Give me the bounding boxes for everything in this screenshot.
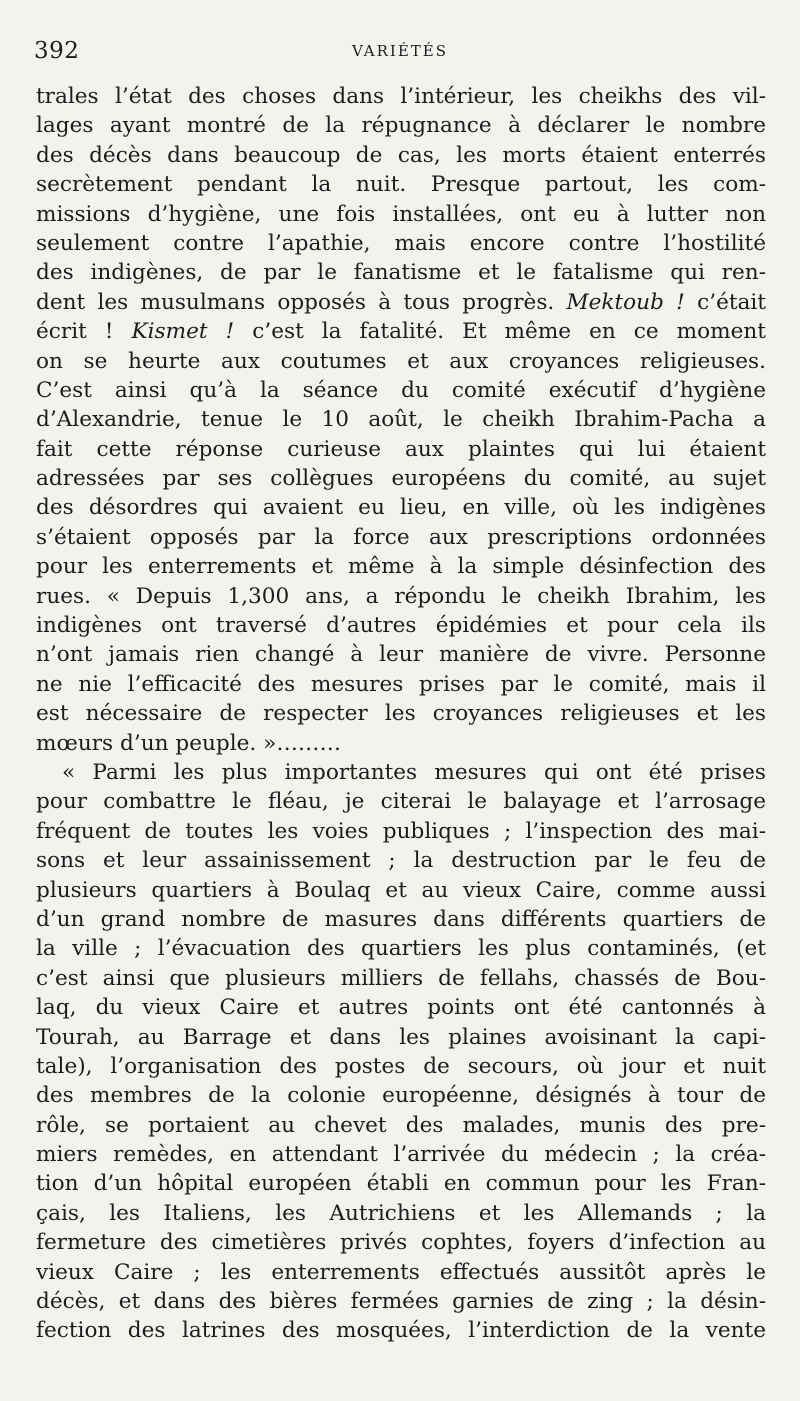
- page-header: [34, 38, 766, 68]
- text-line: seulement contre l’apathie, mais encore contre l’hostilité: [36, 230, 766, 256]
- text-line: des désordres qui avaient eu lieu, en ville, où les indigènes: [36, 495, 766, 521]
- text-line: miers remèdes, en attendant l’arrivée du médecin ; la créa-: [36, 1142, 766, 1168]
- text-line: fermeture des cimetières privés cophtes, foyers d’infection au: [36, 1230, 766, 1256]
- text-line: sons et leur assainissement ; la destruction par le feu de: [36, 848, 766, 874]
- text-line: c’est ainsi que plusieurs milliers de fellahs, chassés de Bou-: [36, 965, 766, 991]
- text-line: çais, les Italiens, les Autrichiens et les Allemands ; la: [36, 1200, 766, 1226]
- text-line: fection des latrines des mosquées, l’interdiction de la vente: [36, 1318, 766, 1344]
- page-number: 392: [34, 38, 80, 64]
- text-line: est nécessaire de respecter les croyances religieuses et les: [36, 701, 766, 727]
- text-line: rôle, se portaient au chevet des malades, munis des pre-: [36, 1112, 766, 1138]
- text-line: n’ont jamais rien changé à leur manière de vivre. Personne: [36, 642, 766, 668]
- text-line: missions d’hygiène, une fois installées, ont eu à lutter non: [36, 201, 766, 227]
- text-line: tion d’un hôpital européen établi en commun pour les Fran-: [36, 1171, 766, 1197]
- text-line: s’étaient opposés par la force aux prescriptions ordonnées: [36, 524, 766, 550]
- body-text: [36, 82, 766, 1346]
- text-line: tale), l’organisation des postes de secours, où jour et nuit: [36, 1053, 766, 1079]
- text-line: d’Alexandrie, tenue le 10 août, le cheikh Ibrahim-Pacha a: [36, 407, 766, 433]
- running-head: VARIÉTÉS: [351, 42, 449, 60]
- text-line: C’est ainsi qu’à la séance du comité exécutif d’hygiène: [36, 377, 766, 403]
- text-line: d’un grand nombre de masures dans différents quartiers de: [36, 906, 766, 932]
- text-line: mœurs d’un peuple. »………: [36, 730, 342, 756]
- text-line: « Parmi les plus importantes mesures qui ont été prises: [62, 759, 766, 785]
- text-line: décès, et dans des bières fermées garnies de zing ; la désin-: [36, 1289, 766, 1315]
- text-line: pour combattre le fléau, je citerai le balayage et l’arrosage: [36, 789, 766, 815]
- italic-text-segment: Mektoub !: [566, 289, 685, 315]
- text-line: trales l’état des choses dans l’intérieur, les cheikhs des vil-: [36, 84, 766, 109]
- text-segment: dent les musulmans opposés à tous progrès.: [36, 289, 567, 315]
- text-line: des membres de la colonie européenne, désignés à tour de: [36, 1083, 766, 1109]
- text-segment: c’était: [684, 289, 766, 315]
- text-segment: c’est la fatalité. Et même en ce moment: [234, 319, 766, 345]
- text-line: secrètement pendant la nuit. Presque partout, les com-: [36, 172, 766, 198]
- text-line: on se heurte aux coutumes et aux croyances religieuses.: [36, 348, 766, 374]
- text-line: Tourah, au Barrage et dans les plaines avoisinant la capi-: [36, 1024, 766, 1050]
- text-line: des indigènes, de par le fanatisme et le fatalisme qui ren-: [36, 260, 766, 286]
- text-line: fréquent de toutes les voies publiques ; l’inspection des mai-: [36, 818, 766, 844]
- text-line: la ville ; l’évacuation des quartiers les plus contaminés, (et: [36, 936, 766, 962]
- text-line: [36, 288, 766, 317]
- italic-text-segment: Kismet !: [131, 319, 235, 345]
- text-line: des décès dans beaucoup de cas, les morts étaient enterrés: [36, 142, 766, 168]
- text-line: laq, du vieux Caire et autres points ont été cantonnés à: [36, 995, 766, 1021]
- text-segment: écrit !: [36, 319, 132, 345]
- text-line: lages ayant montré de la répugnance à déclarer le nombre: [36, 113, 766, 139]
- text-line: adressées par ses collègues européens du comité, au sujet: [36, 466, 766, 492]
- text-line: rues. « Depuis 1,300 ans, a répondu le cheikh Ibrahim, les: [36, 583, 766, 609]
- text-line: fait cette réponse curieuse aux plaintes qui lui étaient: [36, 436, 766, 462]
- text-line: vieux Caire ; les enterrements effectués aussitôt après le: [36, 1259, 766, 1285]
- text-line: indigènes ont traversé d’autres épidémies et pour cela ils: [36, 613, 766, 639]
- text-line: [36, 317, 766, 346]
- text-line: plusieurs quartiers à Boulaq et au vieux Caire, comme aussi: [36, 877, 766, 903]
- text-line: pour les enterrements et même à la simple désinfection des: [36, 554, 766, 580]
- text-line: ne nie l’efficacité des mesures prises par le comité, mais il: [36, 671, 766, 697]
